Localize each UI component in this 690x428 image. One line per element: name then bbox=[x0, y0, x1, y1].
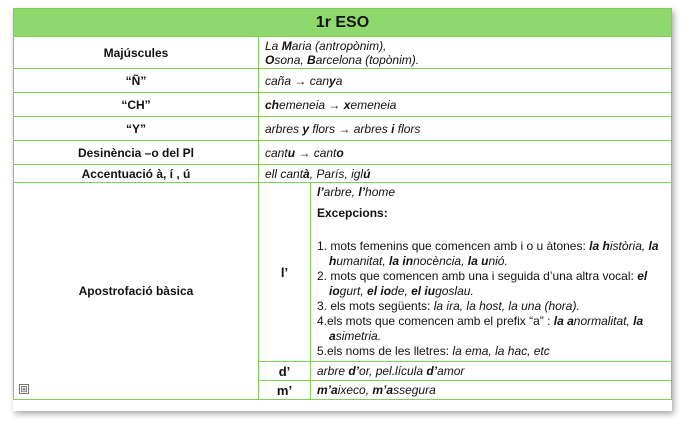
text-fragment: normalitat, bbox=[573, 314, 634, 328]
exceptions-header: Excepcions: bbox=[317, 206, 388, 220]
rich-line bbox=[265, 39, 665, 53]
row-label: “Y” bbox=[14, 117, 259, 141]
text-fragment: ssegura bbox=[393, 383, 436, 397]
table-row bbox=[14, 37, 672, 69]
text-fragment: ell cant bbox=[265, 166, 304, 181]
text-fragment: de, bbox=[391, 284, 412, 298]
bold-fragment: la bbox=[589, 239, 600, 253]
text-fragment: 1. mots femenins que comencen amb i o u àtones: bbox=[317, 239, 590, 253]
bold-fragment: B bbox=[307, 52, 316, 67]
exception-item bbox=[317, 344, 665, 359]
bold-fragment: la a bbox=[329, 314, 644, 343]
text-fragment: 4.els mots que comencen amb el prefix “a” : bbox=[317, 314, 554, 328]
text-fragment: emeneia bbox=[350, 97, 397, 112]
bold-fragment: M bbox=[281, 38, 292, 53]
text-fragment: , París, igl bbox=[309, 166, 364, 181]
text-fragment: caña → can bbox=[265, 73, 330, 88]
bold-fragment: la u bbox=[467, 254, 489, 268]
bold-fragment: el iu bbox=[411, 284, 436, 298]
bold-fragment: l’ bbox=[317, 185, 324, 199]
text-fragment: 5.els noms de les lletres: bbox=[317, 344, 453, 358]
bold-fragment: m’a bbox=[372, 383, 394, 397]
m-examples bbox=[311, 381, 672, 400]
bold-fragment: ch bbox=[265, 97, 280, 112]
text-fragment: istòria, bbox=[609, 239, 649, 253]
exception-item bbox=[317, 269, 665, 299]
row-label: Desinència –o del Pl bbox=[14, 141, 259, 165]
rich-line bbox=[265, 53, 665, 67]
bold-fragment: y bbox=[302, 121, 310, 136]
row-value bbox=[259, 117, 672, 141]
bold-fragment: la in bbox=[389, 254, 414, 268]
bold-fragment: la h bbox=[329, 239, 659, 268]
text-fragment: nocència, bbox=[413, 254, 468, 268]
bold-fragment: y bbox=[329, 73, 336, 88]
text-fragment: nió. bbox=[488, 254, 508, 268]
d-examples bbox=[311, 362, 672, 381]
l-examples-cell bbox=[311, 183, 672, 362]
orthography-table bbox=[13, 8, 672, 400]
bold-fragment: d’ bbox=[348, 364, 360, 378]
m-mark: m’ bbox=[259, 381, 311, 400]
text-fragment: cant bbox=[265, 145, 288, 160]
bold-fragment: o bbox=[336, 145, 344, 160]
row-value bbox=[259, 93, 672, 117]
text-fragment: la ira, la host, la una (hora). bbox=[433, 299, 580, 313]
apostrophe-label: Apostrofació bàsica bbox=[14, 183, 259, 400]
text-fragment: gurt, bbox=[339, 284, 368, 298]
text-fragment: emeneia → bbox=[279, 97, 344, 112]
exception-item bbox=[317, 314, 665, 344]
l-examples bbox=[317, 185, 665, 200]
text-fragment: arbre bbox=[317, 364, 349, 378]
bold-fragment: d’ bbox=[426, 364, 438, 378]
row-value bbox=[259, 165, 672, 183]
bold-fragment: el io bbox=[329, 269, 648, 298]
exception-item bbox=[317, 299, 665, 314]
table-row bbox=[14, 183, 672, 362]
bold-fragment: m’a bbox=[317, 383, 338, 397]
text-fragment: simetria. bbox=[335, 329, 382, 343]
bold-fragment: u bbox=[287, 145, 296, 160]
bold-fragment: à bbox=[303, 166, 310, 181]
bold-fragment: el io bbox=[367, 284, 392, 298]
table-row bbox=[14, 69, 672, 93]
text-fragment: aria (antropònim), bbox=[291, 38, 387, 53]
l-mark: l’ bbox=[259, 183, 311, 362]
bold-fragment: ú bbox=[363, 166, 371, 181]
text-fragment: 2. mots que comencen amb una i seguida d’una altra vocal: bbox=[317, 269, 638, 283]
table-row bbox=[14, 117, 672, 141]
text-fragment: a bbox=[335, 73, 343, 88]
orthography-table-frame bbox=[13, 8, 672, 411]
text-fragment: sona, bbox=[274, 52, 308, 67]
text-fragment: → cant bbox=[295, 145, 337, 160]
row-value bbox=[259, 69, 672, 93]
row-label: Accentuació à, í , ú bbox=[14, 165, 259, 183]
text-fragment: umanitat, bbox=[336, 254, 390, 268]
text-fragment: 3. els mots següents: bbox=[317, 299, 434, 313]
row-label: “CH” bbox=[14, 93, 259, 117]
bold-fragment: l’ bbox=[358, 185, 366, 199]
table-row bbox=[14, 93, 672, 117]
text-fragment: arcelona (topònim). bbox=[315, 52, 420, 67]
bold-fragment: x bbox=[343, 97, 351, 112]
text-fragment: la ema, la hac, etc bbox=[452, 344, 550, 358]
bold-fragment: O bbox=[265, 52, 275, 67]
bold-fragment: i bbox=[391, 121, 395, 136]
d-mark: d’ bbox=[259, 362, 311, 381]
text-fragment: arbre, bbox=[323, 185, 359, 199]
row-label: Majúscules bbox=[14, 37, 259, 69]
bold-fragment: h bbox=[602, 239, 610, 253]
text-fragment: flors bbox=[394, 121, 421, 136]
bold-fragment: la a bbox=[553, 314, 574, 328]
table-title: 1r ESO bbox=[14, 9, 672, 37]
text-fragment: goslau. bbox=[435, 284, 474, 298]
text-fragment: flors → arbres bbox=[309, 121, 392, 136]
row-value bbox=[259, 141, 672, 165]
text-fragment: amor bbox=[437, 364, 465, 378]
row-label: “Ñ” bbox=[14, 69, 259, 93]
text-fragment: home bbox=[365, 185, 396, 199]
table-row bbox=[14, 141, 672, 165]
text-fragment: or, pel.lícula bbox=[359, 364, 427, 378]
text-fragment: arbres bbox=[265, 121, 303, 136]
text-fragment: La bbox=[265, 38, 282, 53]
table-row bbox=[14, 165, 672, 183]
text-fragment: ixeco, bbox=[337, 383, 373, 397]
exception-item bbox=[317, 239, 665, 269]
expand-toggle-icon[interactable]: ⊞ bbox=[20, 384, 28, 394]
row-value bbox=[259, 37, 672, 69]
